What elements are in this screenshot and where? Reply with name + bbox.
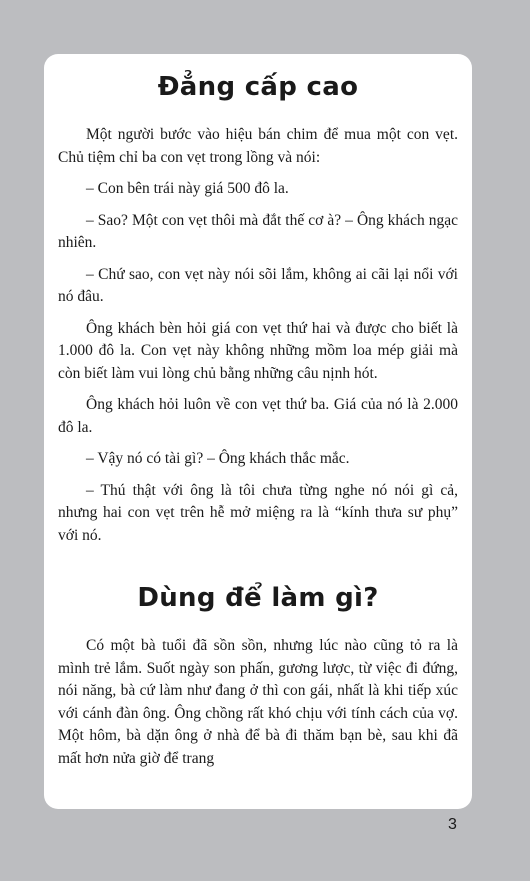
page-card [44, 54, 472, 809]
paragraph: – Thú thật với ông là tôi chưa từng nghe nó nói gì cả, nhưng hai con vẹt trên hễ mở miệng ra là “kính thưa sư phụ” với nó. [58, 481, 458, 544]
paragraph: – Chứ sao, con vẹt này nói sõi lắm, không ai cãi lại nổi với nó đâu. [58, 265, 458, 305]
paragraph: Ông khách hỏi luôn về con vẹt thứ ba. Giá của nó là 2.000 đô la. [58, 396, 458, 436]
paragraph: Có một bà tuổi đã sồn sồn, nhưng lúc nào cũng tỏ ra là mình trẻ lắm. Suốt ngày son phấn, gương lược, từ việc đi đứng, nói năng, bà cứ làm như đang ở thì con gái, nhất là khi tiếp xúc với cánh đàn ông. Ông chồng rất khó chịu với tính cách của vợ. Một hôm, bà dặn ông ở nhà để bà đi thăm bạn bè, sau khi đã mất hơn nửa giờ để trang [58, 637, 458, 767]
page-number: 3 [448, 816, 457, 833]
paragraph: Ông khách bèn hỏi giá con vẹt thứ hai và được cho biết là 1.000 đô la. Con vẹt này không những mồm loa mép giải mà còn biết làm vui lòng chủ bằng những câu nịnh hót. [58, 319, 458, 382]
paragraph: Một người bước vào hiệu bán chim để mua một con vẹt. Chủ tiệm chỉ ba con vẹt trong lồng và nói: [58, 126, 458, 166]
story-title-1: Đẳng cấp cao [157, 72, 359, 102]
paragraph: – Con bên trái này giá 500 đô la. [86, 180, 289, 197]
paragraph: – Vậy nó có tài gì? – Ông khách thắc mắc. [86, 450, 350, 467]
paragraph: – Sao? Một con vẹt thôi mà đắt thế cơ à? – Ông khách ngạc nhiên. [58, 211, 458, 251]
story-title-2: Dùng để làm gì? [137, 583, 379, 613]
